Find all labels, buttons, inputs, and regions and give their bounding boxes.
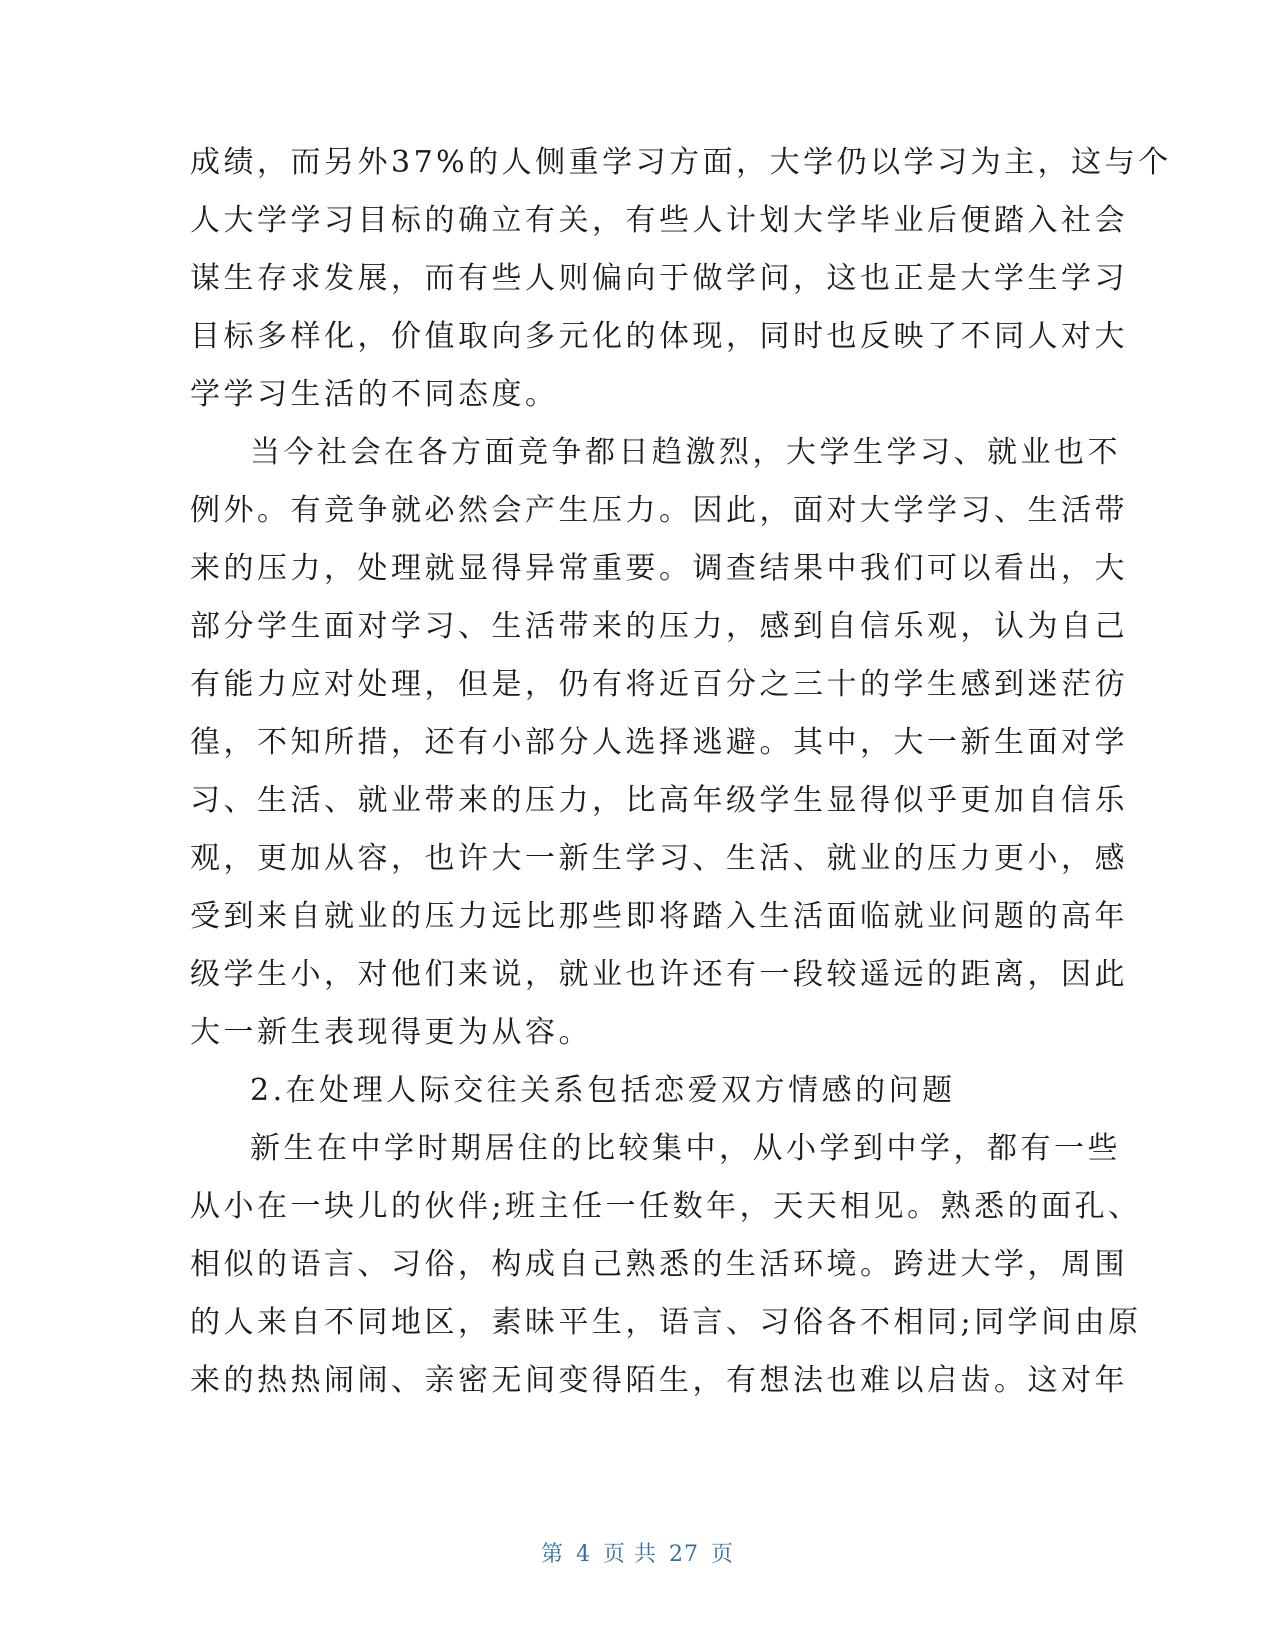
paragraph-line: 观，更加从容，也许大一新生学习、生活、就业的压力更小，感 (190, 841, 1128, 876)
paragraph-line: 级学生小，对他们来说，就业也许还有一段较遥远的距离，因此 (190, 957, 1128, 992)
paragraph-line: 来的热热闹闹、亲密无间变得陌生，有想法也难以启齿。这对年 (190, 1363, 1128, 1398)
paragraph-line: 的人来自不同地区，素昧平生，语言、习俗各不相同;同学间由原 (190, 1305, 1142, 1340)
current-page-number: 4 (576, 1542, 591, 1567)
paragraph-line: 习、生活、就业带来的压力，比高年级学生显得似乎更加自信乐 (190, 783, 1128, 818)
paragraph-line: 从小在一块儿的伙伴;班主任一任数年，天天相见。熟悉的面孔、 (190, 1189, 1142, 1224)
paragraph-line: 大一新生表现得更为从容。 (190, 1015, 592, 1050)
section-heading: 2.在处理人际交往关系包括恋爱双方情感的问题 (250, 1073, 956, 1108)
paragraph-line: 例外。有竞争就必然会产生压力。因此，面对大学学习、生活带 (190, 493, 1128, 528)
paragraph-line: 来的压力，处理就显得异常重要。调查结果中我们可以看出，大 (190, 551, 1128, 586)
footer-middle: 页 共 (603, 1542, 657, 1567)
paragraph-line: 当今社会在各方面竞争都日趋激烈，大学生学习、就业也不 (250, 435, 1121, 470)
page-footer (0, 1537, 1275, 1568)
paragraph-line: 谋生存求发展，而有些人则偏向于做学问，这也正是大学生学习 (190, 261, 1128, 296)
paragraph-line: 相似的语言、习俗，构成自己熟悉的生活环境。跨进大学，周围 (190, 1247, 1128, 1282)
paragraph-line: 目标多样化，价值取向多元化的体现，同时也反映了不同人对大 (190, 319, 1128, 354)
paragraph-line: 学学习生活的不同态度。 (190, 377, 559, 412)
total-page-count: 27 (669, 1542, 699, 1567)
paragraph-line: 有能力应对处理，但是，仍有将近百分之三十的学生感到迷茫彷 (190, 667, 1128, 702)
paragraph-line: 受到来自就业的压力远比那些即将踏入生活面临就业问题的高年 (190, 899, 1128, 934)
paragraph-line: 人大学学习目标的确立有关，有些人计划大学毕业后便踏入社会 (190, 203, 1128, 238)
footer-prefix: 第 (540, 1542, 564, 1567)
paragraph-line: 成绩，而另外37%的人侧重学习方面，大学仍以学习为主，这与个 (190, 145, 1172, 180)
paragraph-line: 徨，不知所措，还有小部分人选择逃避。其中，大一新生面对学 (190, 725, 1128, 760)
paragraph-line: 部分学生面对学习、生活带来的压力，感到自信乐观，认为自己 (190, 609, 1128, 644)
paragraph-line: 新生在中学时期居住的比较集中，从小学到中学，都有一些 (250, 1131, 1121, 1166)
footer-suffix: 页 (711, 1542, 735, 1567)
